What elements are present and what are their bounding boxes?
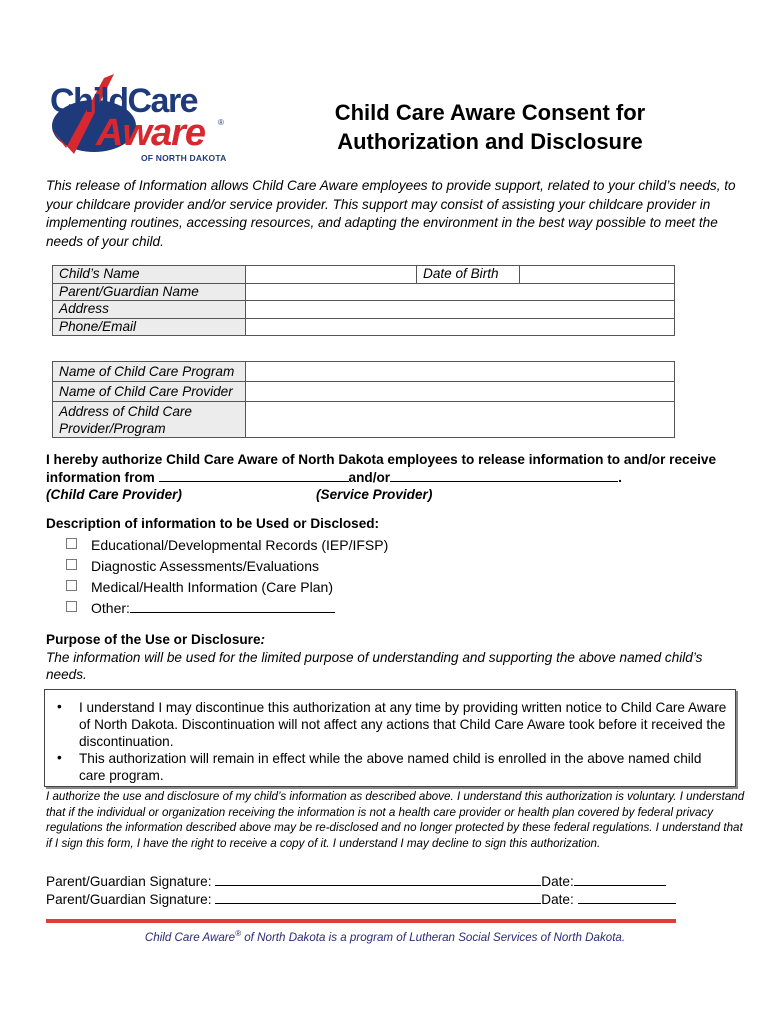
authorization-line-2: information from and/or . [46, 470, 622, 485]
program-address-label [53, 402, 246, 438]
description-heading: Description of information to be Used or Disclosed: [46, 516, 380, 531]
phone-email-field[interactable] [246, 318, 675, 336]
terms-bullet-1: I understand I may discontinue this authorization at any time by providing written notice to Child Care Aware of North Dakota. Discontinuation will not affect any actions that Child Care Aware took before it received the discontinuation. [79, 700, 727, 749]
signature-field-1[interactable] [215, 872, 541, 886]
address-field[interactable] [246, 301, 675, 319]
checkbox[interactable] [66, 559, 77, 570]
child-care-provider-blank[interactable] [159, 468, 349, 482]
checkbox-item-other[interactable]: Other: [66, 599, 335, 617]
checkbox-item-medical[interactable]: Medical/Health Information (Care Plan) [66, 578, 333, 596]
program-address-label-line-1: Address of Child Care [59, 404, 192, 419]
logo-text-aware: Aware [96, 112, 206, 154]
checkbox[interactable] [66, 601, 77, 612]
logo-text-childcare: ChildCare [50, 82, 198, 120]
terms-box [44, 689, 736, 787]
program-info-table [52, 361, 675, 438]
program-address-field[interactable] [246, 402, 675, 438]
checkbox-item-educational[interactable]: Educational/Developmental Records (IEP/IFSP) [66, 536, 388, 554]
signature-row-2: Parent/Guardian Signature: Date: [46, 890, 676, 908]
logo-subtitle: OF NORTH DAKOTA [141, 153, 227, 163]
date-field-1[interactable] [574, 872, 666, 886]
bullet-icon: • [57, 699, 62, 714]
purpose-heading: Purpose of the Use or Disclosure: [46, 632, 266, 647]
date-of-birth-label: Date of Birth [417, 266, 520, 284]
child-care-provider-caption: (Child Care Provider) [46, 487, 182, 502]
service-provider-blank[interactable] [390, 468, 618, 482]
provider-name-label: Name of Child Care Provider [53, 382, 246, 402]
program-name-label: Name of Child Care Program [53, 362, 246, 382]
address-label: Address [53, 301, 246, 319]
service-provider-caption: (Service Provider) [316, 487, 433, 502]
logo-registered-mark: ® [218, 118, 224, 127]
authorization-statement [46, 451, 746, 503]
title-line-2: Authorization and Disclosure [337, 129, 643, 154]
child-info-table [52, 265, 675, 336]
date-field-2[interactable] [578, 890, 676, 904]
footer-divider [46, 919, 676, 923]
checkbox[interactable] [66, 580, 77, 591]
parent-guardian-label: Parent/Guardian Name [53, 283, 246, 301]
intro-paragraph: This release of Information allows Child Care Aware employees to provide support, related to your child’s needs, to your childcare provider and/or service provider. This support may consist of assisting your childcare provider in implementing routines, accessing resources, and adapting the environment in the best way possible to meet the needs of your child. [46, 178, 736, 249]
provider-name-field[interactable] [246, 382, 675, 402]
signature-field-2[interactable] [215, 890, 541, 904]
page-title [290, 98, 690, 156]
bullet-icon: • [57, 750, 62, 765]
checkbox[interactable] [66, 538, 77, 549]
program-name-field[interactable] [246, 362, 675, 382]
footer-text: Child Care Aware® of North Dakota is a program of Lutheran Social Services of North Dakota. [144, 929, 626, 944]
checkbox-item-diagnostic[interactable]: Diagnostic Assessments/Evaluations [66, 557, 319, 575]
childs-name-label: Child’s Name [53, 266, 246, 284]
date-of-birth-field[interactable] [520, 266, 675, 284]
terms-bullet-2: This authorization will remain in effect while the above named child is enrolled in the above named child care program. [79, 751, 702, 783]
authorization-line-1: I hereby authorize Child Care Aware of North Dakota employees to release information to and/or receive [46, 452, 717, 467]
phone-email-label: Phone/Email [53, 318, 246, 336]
program-address-label-line-2: Provider/Program [59, 420, 166, 436]
signature-row-1: Parent/Guardian Signature: Date: [46, 872, 666, 890]
parent-guardian-field[interactable] [246, 283, 675, 301]
consent-fine-print: I authorize the use and disclosure of my child’s information as described above. I understand this authorization is voluntary. I understand that if the individual or organization receiving the information is not a health care provider or health plan covered by federal privacy regulations the information described above may be re-disclosed and no longer protected by these federal regulations. I understand that if I sign this form, I have the right to receive a copy of it. I understand I may decline to sign this authorization. [46, 790, 745, 850]
purpose-text: The information will be used for the limited purpose of understanding and supporting the above named child’s needs. [46, 650, 703, 682]
title-line-1: Child Care Aware Consent for [334, 100, 646, 125]
childs-name-field[interactable] [246, 266, 417, 284]
other-blank[interactable] [130, 599, 335, 613]
authorization-line-3 [46, 486, 746, 503]
